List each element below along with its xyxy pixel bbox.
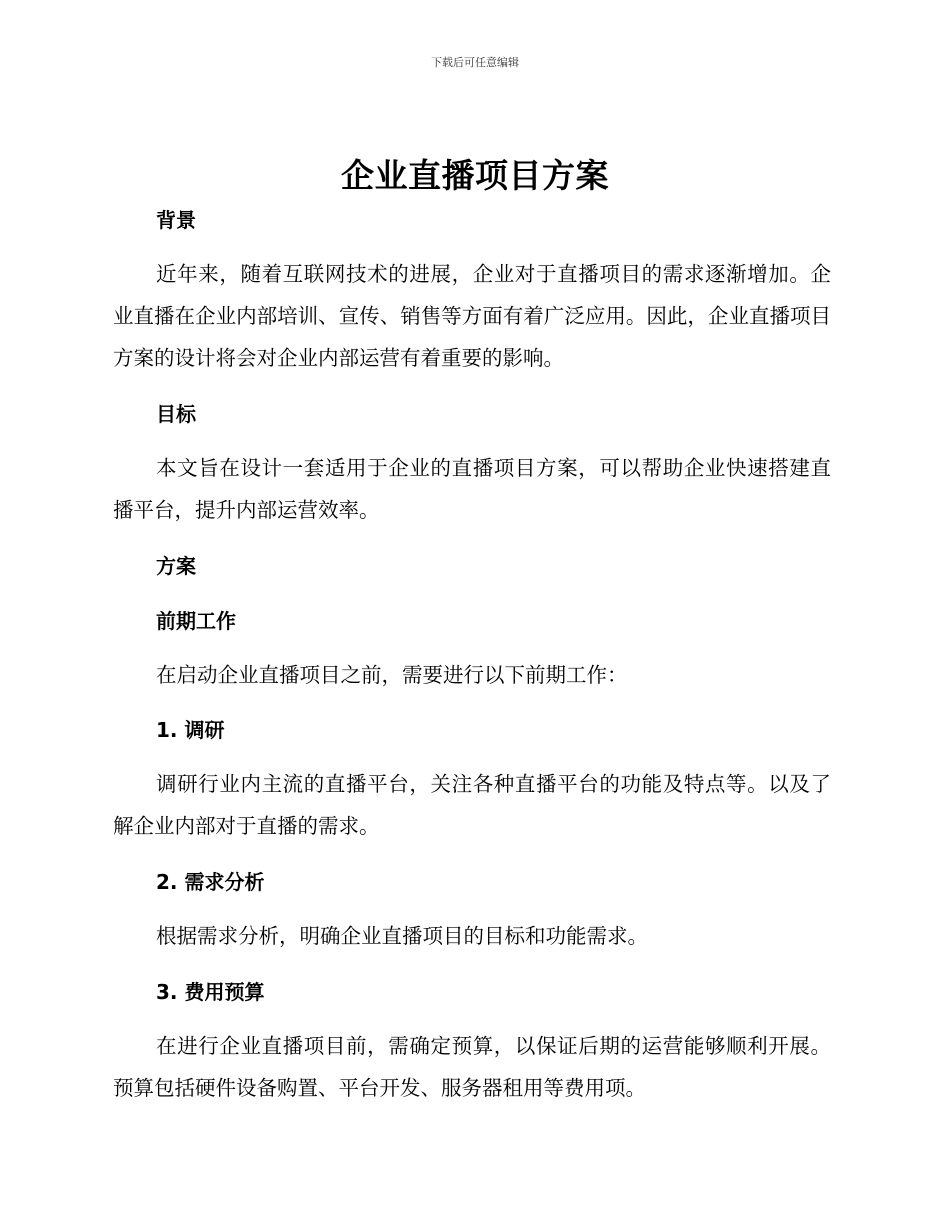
heading-prework: 前期工作 xyxy=(156,609,236,633)
heading-budget: 3. 费用预算 xyxy=(156,980,265,1004)
paragraph-prework: 在启动企业直播项目之前，需要进行以下前期工作： xyxy=(156,663,628,687)
heading-research: 1. 调研 xyxy=(156,718,225,742)
paragraph-research: 调研行业内主流的直播平台，关注各种直播平台的功能及特点等。以及了解企业内部对于直播的需求。 xyxy=(113,772,831,838)
paragraph-needs-analysis: 根据需求分析，明确企业直播项目的目标和功能需求。 xyxy=(156,924,648,948)
page-header-note: 下载后可任意编辑 xyxy=(431,56,519,69)
heading-plan: 方案 xyxy=(156,554,196,578)
paragraph-background: 近年来，随着互联网技术的进展，企业对于直播项目的需求逐渐增加。企业直播在企业内部培训、宣传、销售等方面有着广泛应用。因此，企业直播项目方案的设计将会对企业内部运营有着重要的影响。 xyxy=(113,262,831,370)
paragraph-budget: 在进行企业直播项目前，需确定预算，以保证后期的运营能够顺利开展。预算包括硬件设备购置、平台开发、服务器租用等费用项。 xyxy=(113,1034,831,1100)
heading-goal: 目标 xyxy=(156,402,196,426)
paragraph-goal: 本文旨在设计一套适用于企业的直播项目方案，可以帮助企业快速搭建直播平台，提升内部运营效率。 xyxy=(113,456,831,522)
heading-needs-analysis: 2. 需求分析 xyxy=(156,870,265,894)
heading-background: 背景 xyxy=(156,208,196,232)
document-title: 企业直播项目方案 xyxy=(341,156,609,195)
